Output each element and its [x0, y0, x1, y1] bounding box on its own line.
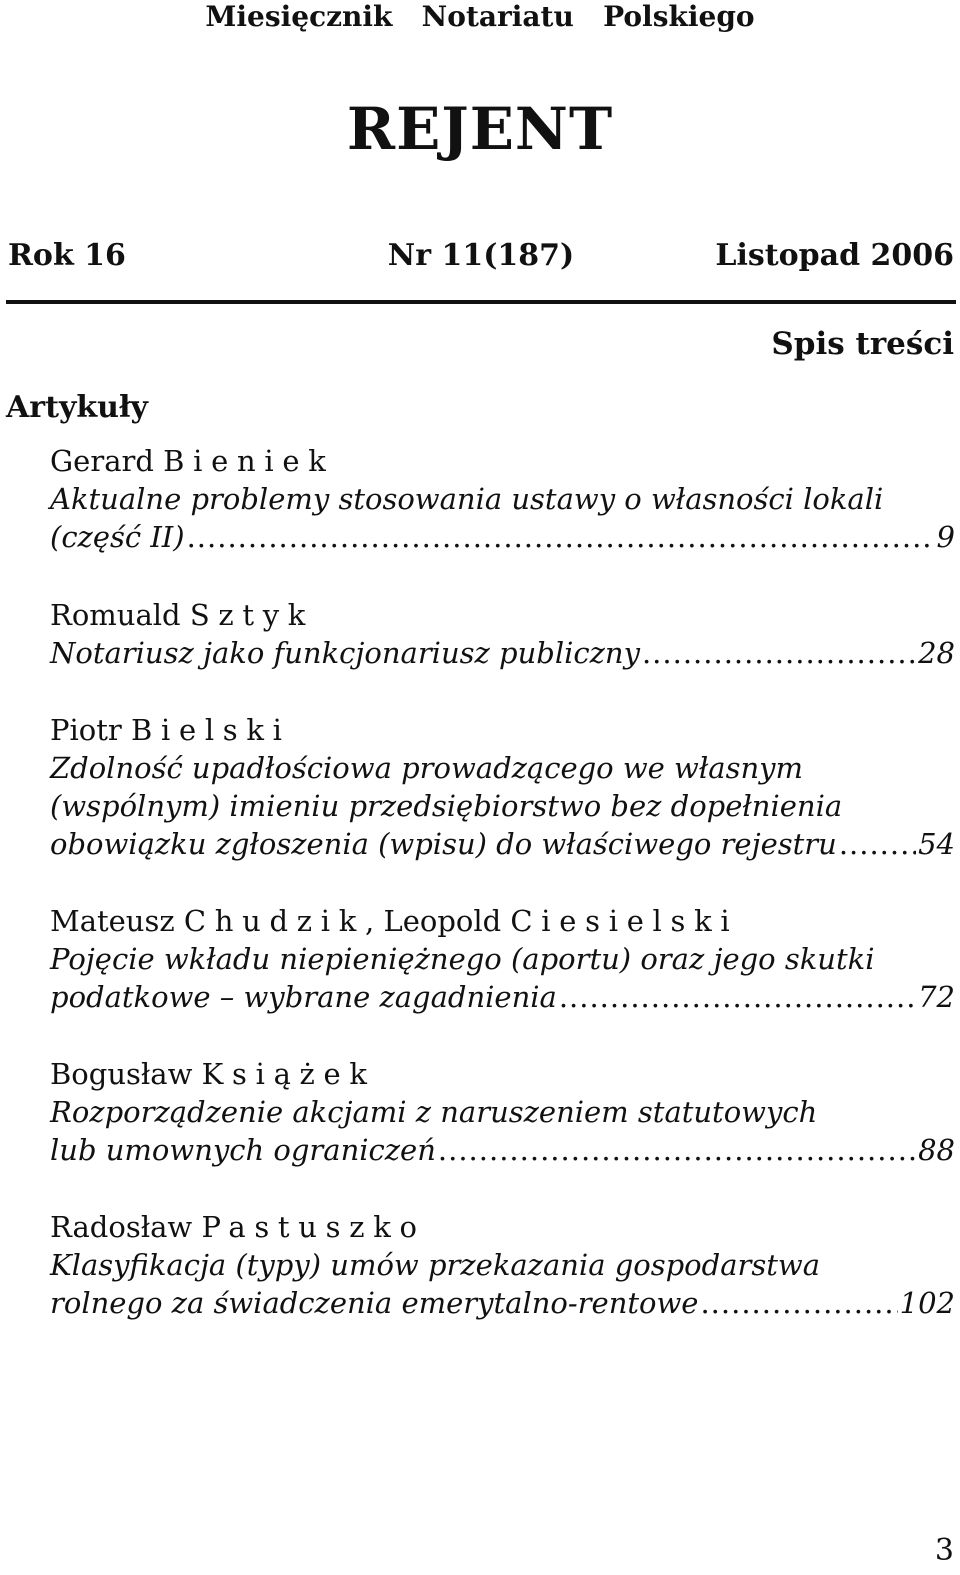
toc-heading: Spis treści	[771, 326, 954, 362]
author-last-name: Książek	[201, 1057, 376, 1091]
author-first-name: Romuald	[50, 598, 181, 632]
dot-leader	[559, 978, 916, 1016]
author-first-name: Gerard	[50, 444, 154, 478]
entry-title-line: Rozporządzenie akcjami z naruszeniem statutowych	[50, 1095, 818, 1129]
toc-entry[interactable]	[50, 1055, 955, 1169]
issue-year: Rok 16	[8, 238, 126, 273]
dot-leader	[187, 518, 935, 556]
entry-title-end: Notariusz jako funkcjonariusz publiczny	[50, 636, 640, 670]
toc-entry[interactable]	[50, 442, 955, 556]
author-first-name: Bogusław	[50, 1057, 193, 1091]
entry-title-end: obowiązku zgłoszenia (wpisu) do właściwego rejestru	[50, 827, 837, 861]
author-last-name: Chudzik	[183, 904, 365, 938]
author-last-name: Pastuszko	[201, 1210, 426, 1244]
issue-date: Listopad 2006	[715, 238, 954, 273]
entry-page-number: 28	[918, 636, 955, 670]
entry-author	[50, 596, 955, 634]
dot-leader	[700, 1284, 897, 1322]
author-first-name: Mateusz	[50, 904, 175, 938]
journal-name: Miesięcznik Notariatu Polskiego	[205, 0, 755, 33]
entry-last-line	[50, 825, 955, 863]
entry-page-number: 72	[918, 980, 955, 1014]
toc-entry[interactable]	[50, 1208, 955, 1322]
entry-last-line	[50, 634, 955, 672]
author-last-name: Bieniek	[163, 444, 335, 478]
page-number: 3	[934, 1533, 954, 1568]
entry-title-end: podatkowe – wybrane zagadnienia	[50, 980, 557, 1014]
entry-author	[50, 902, 955, 940]
entry-last-line	[50, 978, 955, 1016]
author-first-name: Radosław	[50, 1210, 193, 1244]
entry-title-line: Aktualne problemy stosowania ustawy o własności lokali	[50, 482, 884, 516]
author-separator: ,	[365, 904, 375, 938]
entry-last-line	[50, 1131, 955, 1169]
entry-page-number: 9	[936, 520, 955, 554]
entry-author	[50, 1208, 955, 1246]
author-first-name: Piotr	[50, 713, 122, 747]
issue-number: Nr 11(187)	[387, 238, 575, 273]
toc-entry[interactable]	[50, 711, 955, 863]
entry-last-line	[50, 518, 955, 556]
entry-title-end: rolnego za świadczenia emerytalno-rentowe	[50, 1286, 699, 1320]
author-last-name: Sztyk	[189, 598, 315, 632]
journal-title: REJENT	[346, 95, 614, 163]
entry-title-line: Pojęcie wkładu niepieniężnego (aportu) oraz jego skutki	[50, 942, 875, 976]
dot-leader	[438, 1131, 916, 1169]
author-last-name: Bielski	[130, 713, 291, 747]
section-heading: Artykuły	[6, 390, 148, 425]
dot-leader	[642, 634, 916, 672]
dot-leader	[839, 825, 916, 863]
author-first-name: Leopold	[383, 904, 502, 938]
entry-title-end: lub umownych ograniczeń	[50, 1133, 436, 1167]
header-divider	[6, 300, 956, 304]
author-last-name: Ciesielski	[510, 904, 739, 938]
issue-info	[8, 236, 954, 276]
entry-last-line	[50, 1284, 955, 1322]
toc-entry[interactable]	[50, 596, 955, 672]
toc-entry[interactable]	[50, 902, 955, 1016]
entry-page-number: 102	[899, 1286, 955, 1320]
entry-title-line: (wspólnym) imieniu przedsiębiorstwo bez dopełnienia	[50, 789, 843, 823]
entry-author	[50, 442, 955, 480]
entry-title-line: Klasyfikacja (typy) umów przekazania gospodarstwa	[50, 1248, 821, 1282]
entry-author	[50, 1055, 955, 1093]
entry-title-line: Zdolność upadłościowa prowadzącego we własnym	[50, 751, 804, 785]
entry-author	[50, 711, 955, 749]
entry-page-number: 54	[918, 827, 955, 861]
entry-page-number: 88	[918, 1133, 955, 1167]
entry-title-end: (część II)	[50, 520, 185, 554]
